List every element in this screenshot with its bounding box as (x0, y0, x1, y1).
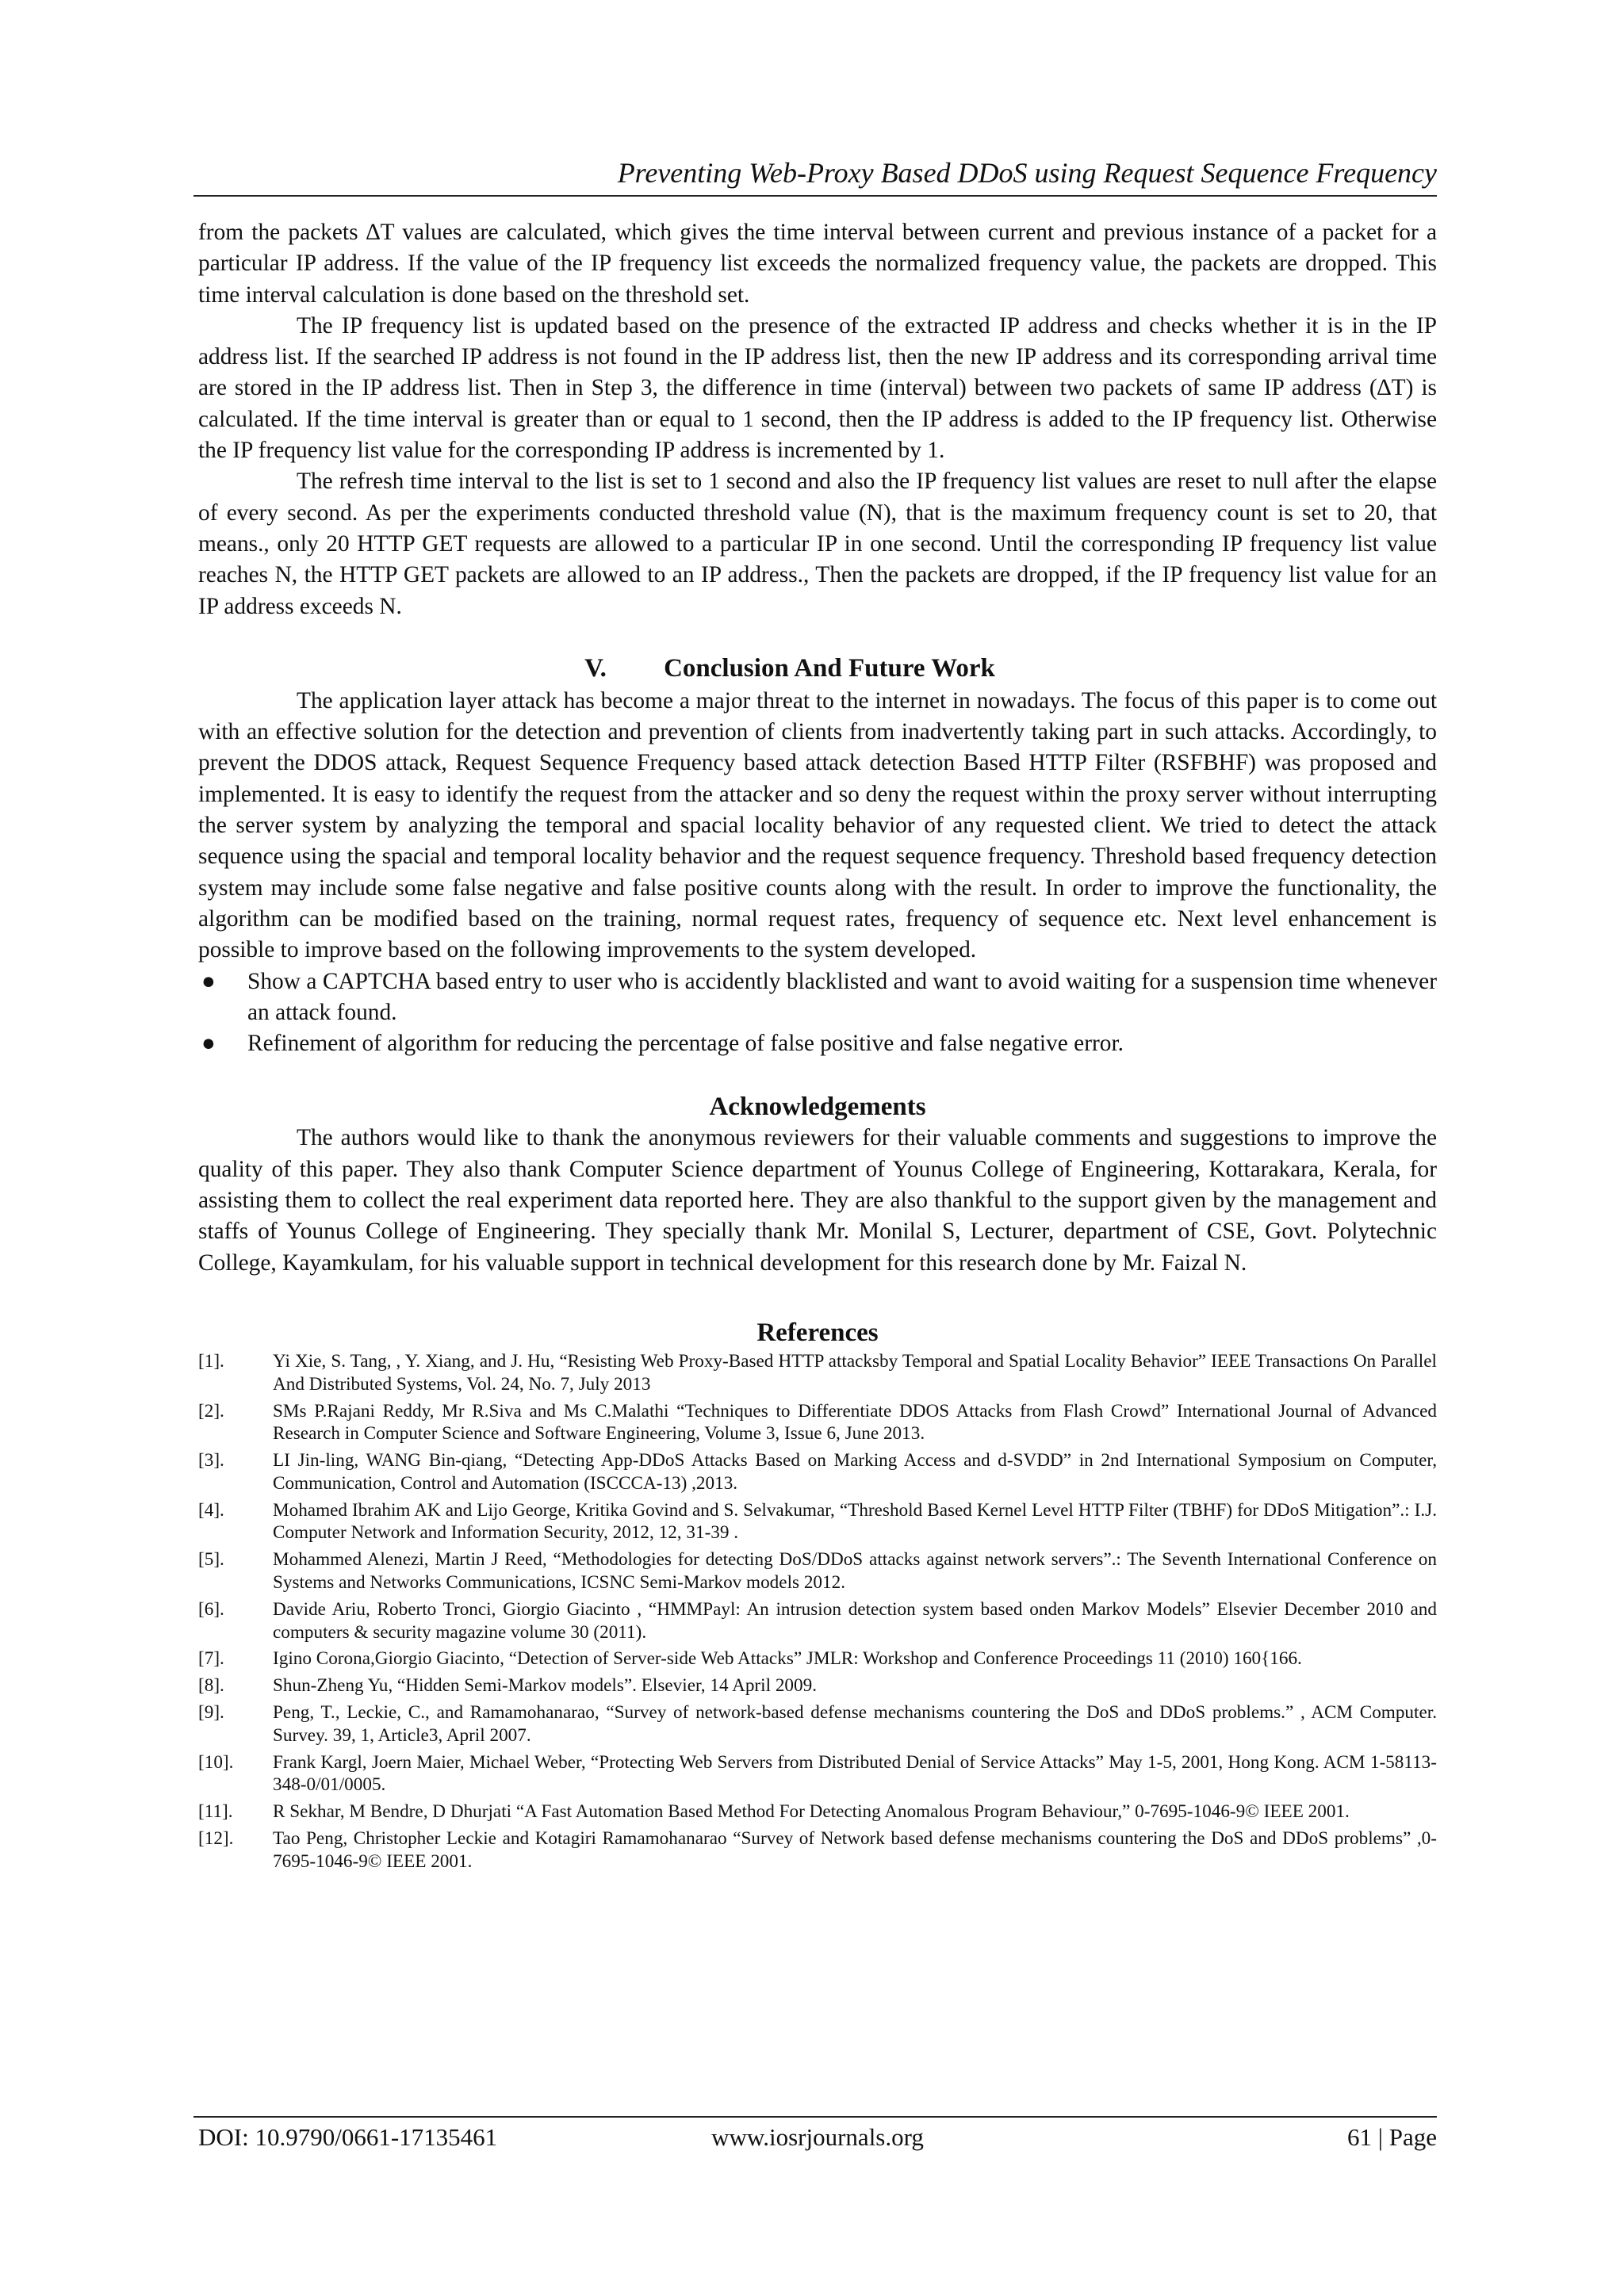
section-heading-acknowledgements: Acknowledgements (709, 1093, 926, 1122)
list-item-text: Show a CAPTCHA based entry to user who is accidently blacklisted and want to avoid waiting for a suspension time whenever an attack found. (247, 968, 1437, 1025)
reference-item (198, 1800, 1437, 1823)
reference-number: [2]. (198, 1400, 224, 1422)
reference-number: [9]. (198, 1702, 224, 1724)
reference-text: Mohamed Ibrahim AK and Lijo George, Kritika Govind and S. Selvakumar, “Threshold Based Kernel Level HTTP Filter (TBHF) for DDoS Mitigation”.: I.J. Computer Network and Information Security, 2012, 12, 31-39 . (273, 1499, 1437, 1544)
reference-item (198, 1548, 1437, 1594)
reference-item (198, 1701, 1437, 1747)
reference-text: Tao Peng, Christopher Leckie and Kotagiri Ramamohanarao “Survey of Network based defense mechanisms countering the DoS and DDoS problems” ,0-7695-1046-9© IEEE 2001. (273, 1828, 1437, 1872)
reference-number: [8]. (198, 1675, 224, 1697)
bullet-icon: ● (201, 1031, 216, 1057)
footer-url: www.iosrjournals.org (711, 2123, 924, 2151)
list-item (198, 966, 1437, 1029)
running-header: Preventing Web-Proxy Based DDoS using Request Sequence Frequency (617, 157, 1437, 189)
list-item (198, 1028, 1437, 1059)
reference-text: Peng, T., Leckie, C., and Ramamohanarao, “Survey of network-based defense mechanisms countering the DoS and DDoS problems.” , ACM Computer. Survey. 39, 1, Article3, April 2007. (273, 1702, 1437, 1746)
reference-text: Igino Corona,Giorgio Giacinto, “Detection of Server-side Web Attacks” JMLR: Workshop and Conference Proceedings 11 (2010) 160{166. (273, 1648, 1302, 1670)
paragraph: from the packets ∆T values are calculated, which gives the time interval between current and previous instance of a packet for a particular IP address. If the value of the IP frequency list exceeds the normalized frequency value, the packets are dropped. This time interval calculation is done based on the threshold set. (198, 220, 1437, 308)
reference-item (198, 1400, 1437, 1446)
reference-item (198, 1350, 1437, 1396)
reference-item (198, 1647, 1437, 1670)
reference-text: Yi Xie, S. Tang, , Y. Xiang, and J. Hu, “Resisting Web Proxy-Based HTTP attacksby Temporal and Spatial Locality Behavior” IEEE Transactions On Parallel And Distributed Systems, Vol. 24, No. 7, July 2013 (273, 1350, 1437, 1395)
reference-number: [7]. (198, 1648, 224, 1670)
reference-text: SMs P.Rajani Reddy, Mr R.Siva and Ms C.Malathi “Techniques to Differentiate DDOS Attacks from Flash Crowd” International Journal of Advanced Research in Computer Science and Software Engineering, Volume 3, Issue 6, June 2013. (273, 1400, 1437, 1445)
reference-text: LI Jin-ling, WANG Bin-qiang, “Detecting App-DDoS Attacks Based on Marking Access and d-SVDD” in 2nd International Symposium on Computer, Communication, Control and Automation (ISCCCA-13) ,2013. (273, 1450, 1437, 1494)
footer-doi: DOI: 10.9790/0661-17135461 (198, 2123, 498, 2151)
reference-text: Mohammed Alenezi, Martin J Reed, “Methodologies for detecting DoS/DDoS attacks against network servers”.: The Seventh International Conference on Systems and Networks Communications, ICSNC Semi-Markov models 2012. (273, 1549, 1437, 1594)
reference-number: [11]. (198, 1801, 233, 1823)
reference-text: Davide Ariu, Roberto Tronci, Giorgio Giacinto , “HMMPayl: An intrusion detection system based onden Markov Models” Elsevier December 2010 and computers & security magazine volume 30 (2011). (273, 1598, 1437, 1643)
list-item-text: Refinement of algorithm for reducing the percentage of false positive and false negative error. (247, 1031, 1124, 1057)
section-heading-references: References (756, 1318, 879, 1347)
reference-item (198, 1674, 1437, 1697)
reference-number: [12]. (198, 1828, 234, 1850)
reference-number: [6]. (198, 1598, 224, 1620)
reference-text: R Sekhar, M Bendre, D Dhurjati “A Fast Automation Based Method For Detecting Anomalous Program Behaviour,” 0-7695-1046-9© IEEE 2001. (273, 1801, 1350, 1823)
improvement-list (198, 966, 1437, 1060)
reference-text: Frank Kargl, Joern Maier, Michael Weber, “Protecting Web Servers from Distributed Denial of Service Attacks” May 1-5, 2001, Hong Kong. ACM 1-58113-348-0/01/0005. (273, 1751, 1437, 1796)
section-number: V. (584, 653, 607, 683)
page-body (198, 217, 1437, 1877)
section-title: Conclusion And Future Work (664, 653, 995, 683)
conclusion-paragraph: The application layer attack has become a major threat to the internet in nowadays. The focus of this paper is to come out with an effective solution for the detection and prevention of clients from inadvertently taking part in such attacks. Accordingly, to prevent the DDOS attack, Request Sequence Frequency based attack detection Based HTTP Filter (RSFBHF) was proposed and implemented. It is easy to identify the request from the attacker and so deny the request within the proxy server without interrupting the server system by analyzing the temporal and spacial locality behavior of any requested client. We tried to detect the attack sequence using the spacial and temporal locality behavior and the request sequence frequency. Threshold based frequency detection system may include some false negative and false positive counts along with the result. In order to improve the functionality, the algorithm can be modified based on the training, normal request rates, frequency of sequence etc. Next level enhancement is possible to improve based on the following improvements to the system developed. (198, 687, 1437, 963)
footer-divider (193, 2116, 1437, 2118)
reference-number: [10]. (198, 1751, 234, 1773)
reference-number: [1]. (198, 1350, 224, 1372)
paragraph: The IP frequency list is updated based on the presence of the extracted IP address and checks whether it is in the IP address list. If the searched IP address is not found in the IP address list, then the new IP address and its corresponding arrival time are stored in the IP address list. Then in Step 3, the difference in time (interval) between two packets of same IP address (∆T) is calculated. If the time interval is greater than or equal to 1 second, then the IP address is added to the IP frequency list. Otherwise the IP frequency list value for the corresponding IP address is incremented by 1. (198, 312, 1437, 464)
reference-number: [5]. (198, 1549, 224, 1571)
acknowledgements-paragraph: The authors would like to thank the anonymous reviewers for their valuable comments and suggestions to improve the quality of this paper. They also thank Computer Science department of Younus College of Engineering, Kottarakara, Kerala, for assisting them to collect the real experiment data reported here. They are also thankful to the support given by the management and staffs of Younus College of Engineering. They specially thank Mr. Monilal S, Lecturer, department of CSE, Govt. Polytechnic College, Kayamkulam, for his valuable support in technical development for this research done by Mr. Faizal N. (198, 1125, 1437, 1276)
reference-list (198, 1350, 1437, 1873)
footer-page-number: 61 | Page (1347, 2123, 1437, 2151)
reference-item (198, 1598, 1437, 1644)
bullet-icon: ● (201, 968, 216, 994)
reference-item (198, 1449, 1437, 1495)
header-divider (193, 195, 1437, 197)
section-heading-conclusion (198, 652, 1437, 684)
reference-item (198, 1499, 1437, 1545)
reference-item (198, 1827, 1437, 1873)
reference-number: [3]. (198, 1450, 224, 1471)
paragraph: The refresh time interval to the list is set to 1 second and also the IP frequency list values are reset to null after the elapse of every second. As per the experiments conducted threshold value (N), that is the maximum frequency count is set to 20, that means., only 20 HTTP GET requests are allowed to a particular IP in one second. Until the corresponding IP frequency list value reaches N, the HTTP GET packets are allowed to an IP address., Then the packets are dropped, if the IP frequency list value for an IP address exceeds N. (198, 469, 1437, 619)
reference-text: Shun-Zheng Yu, “Hidden Semi-Markov models”. Elsevier, 14 April 2009. (273, 1675, 817, 1697)
reference-number: [4]. (198, 1499, 224, 1521)
reference-item (198, 1751, 1437, 1797)
